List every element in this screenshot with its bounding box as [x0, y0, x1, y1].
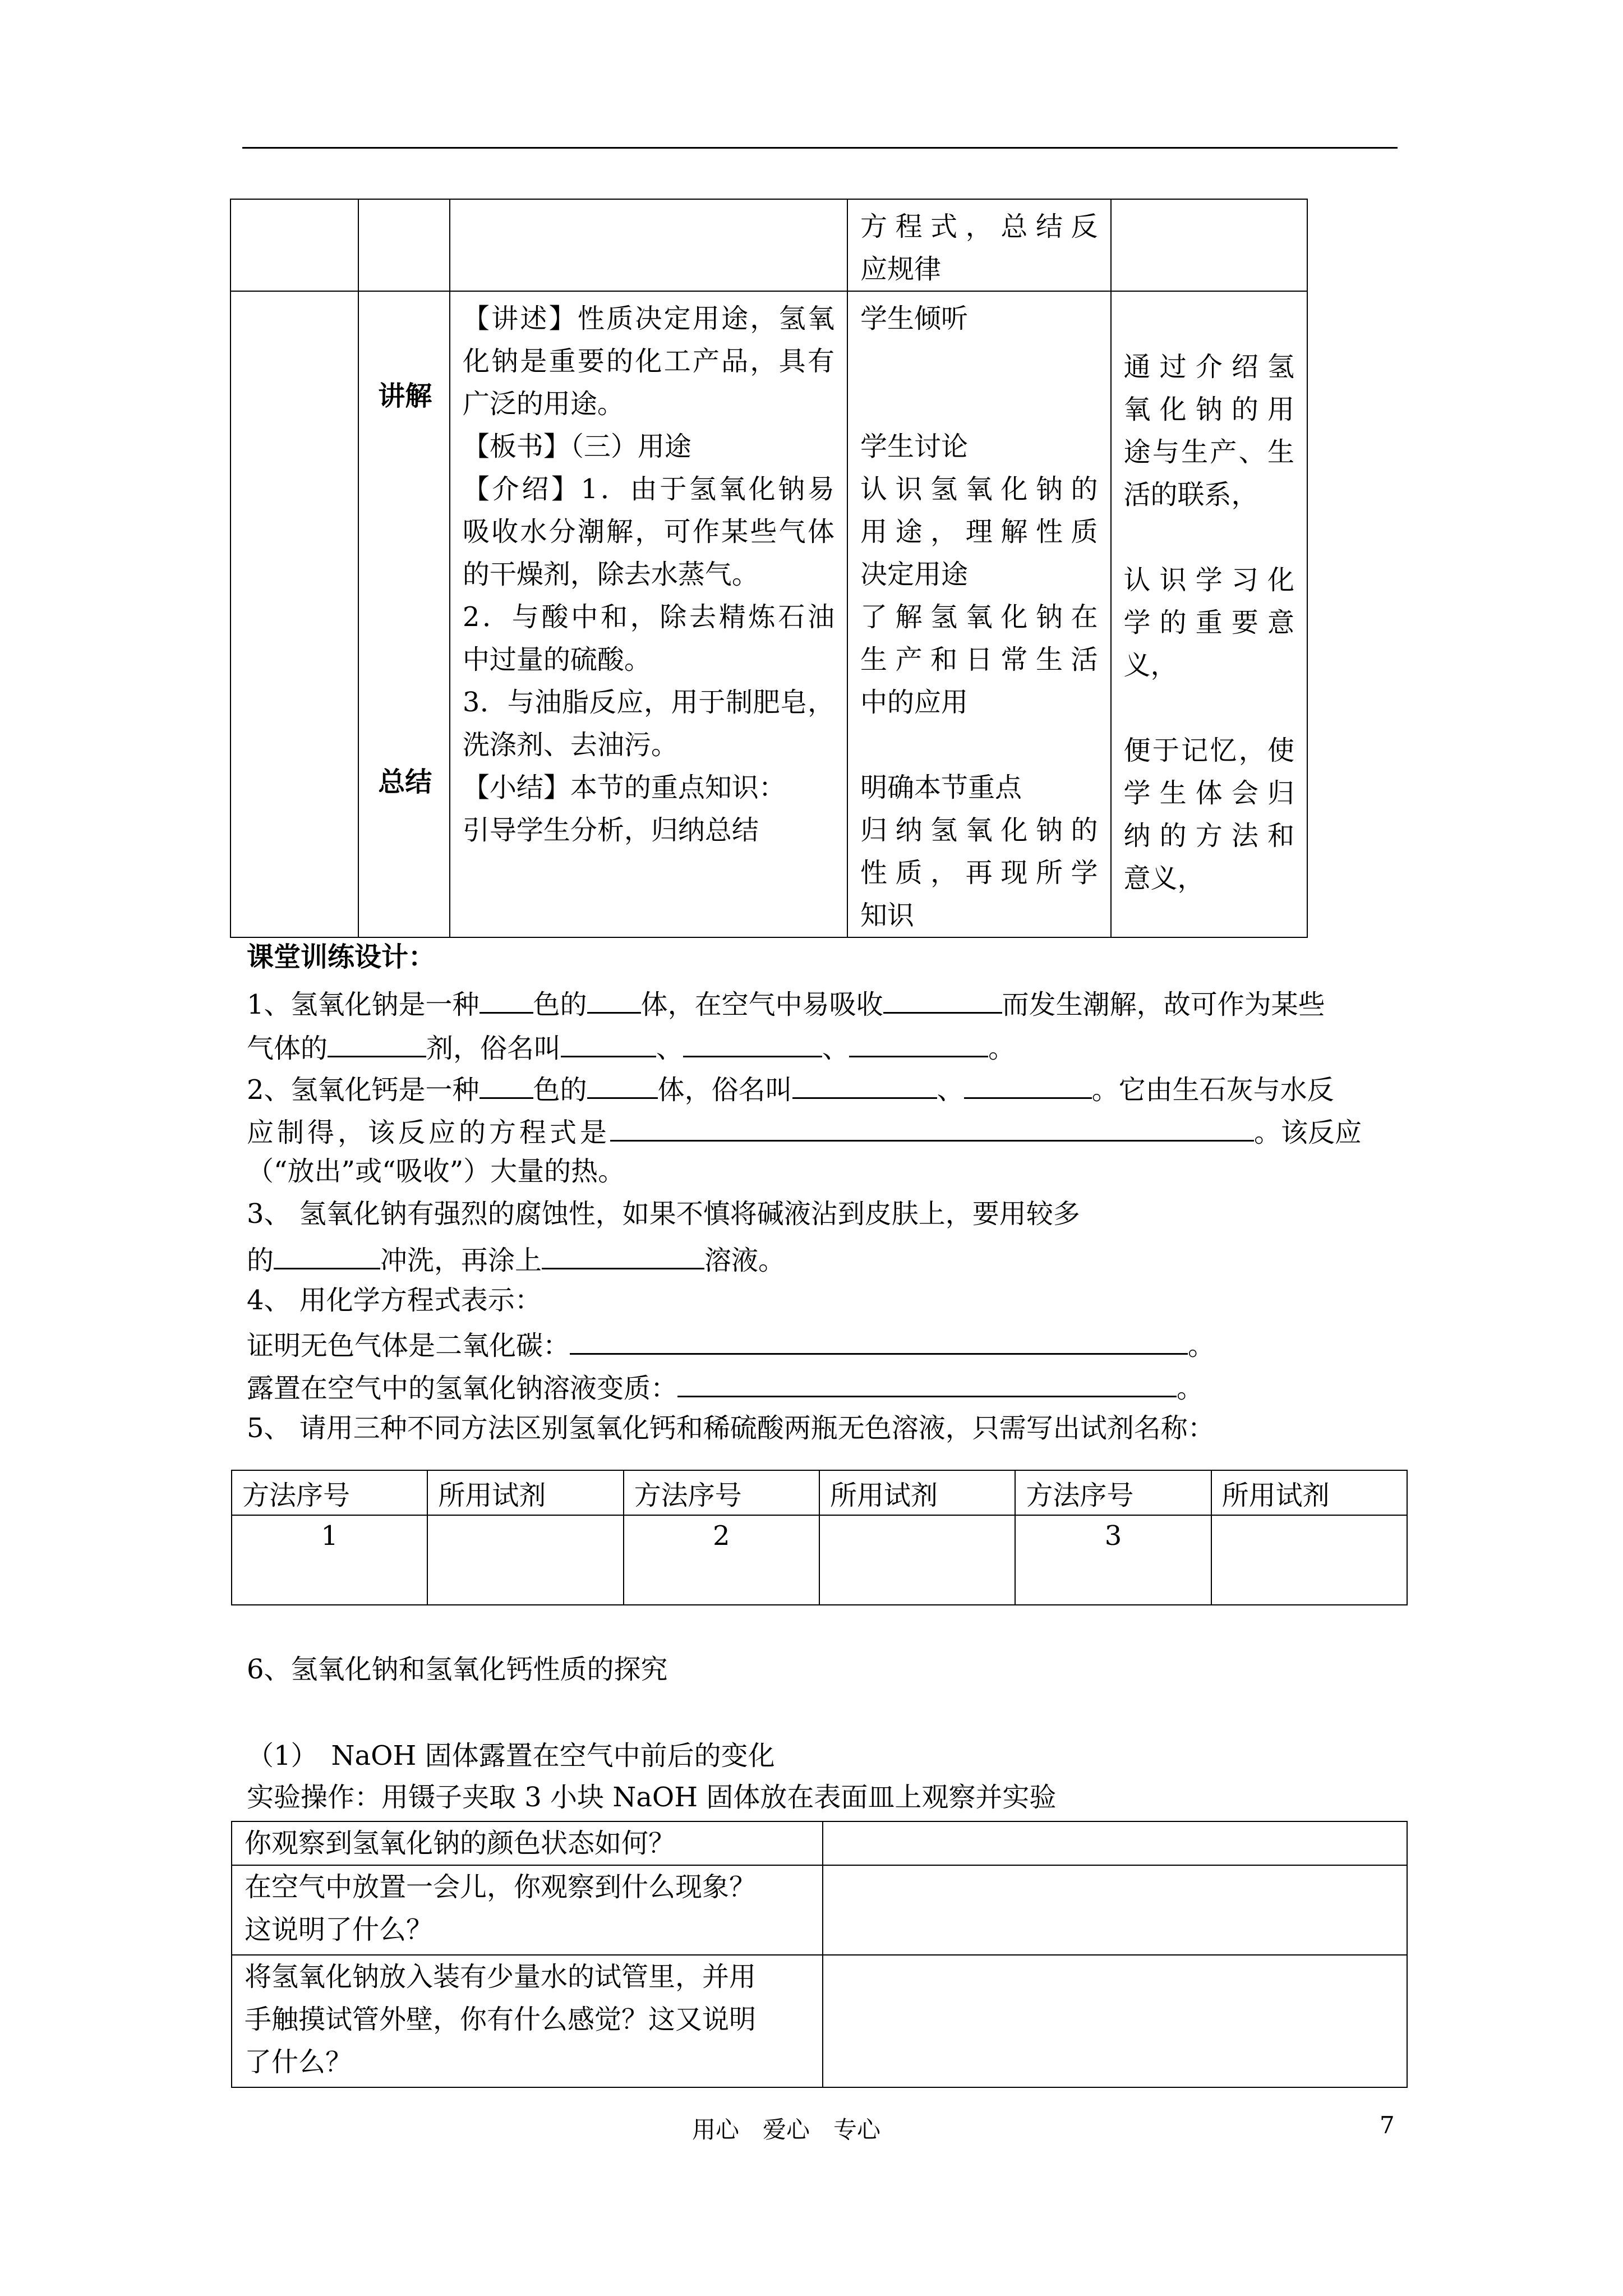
- answer-cell[interactable]: [823, 1955, 1407, 2087]
- stage-label-summary: 总结: [378, 766, 432, 798]
- answer-cell[interactable]: [823, 1821, 1407, 1865]
- blank-field[interactable]: [849, 1024, 988, 1057]
- blank-field[interactable]: [587, 981, 641, 1014]
- blank-field[interactable]: [883, 981, 1002, 1014]
- blank-field[interactable]: [610, 1108, 1254, 1142]
- teacher-activity-cell: 【讲述】性质决定用途，氢氧 化钠是重要的化工产品，具有 广泛的用途。 【板书】（三）用途 【介绍】1．由于氢氧化钠易 吸收水分潮解，可作某些气体 的干燥剂，除去水蒸气。 2．与酸中和，除去精炼石油 中过量的硫酸。 3．与油脂反应，用于制肥皂， 洗涤剂、去油污。 【小结】本节的重点知识： 引导学生分析，归纳总结: [450, 291, 847, 937]
- question-3-line-1: 3、 氢氧化钠有强烈的腐蚀性，如果不慎将碱液沾到皮肤上，要用较多: [247, 1198, 1080, 1230]
- column-header: 方法序号: [624, 1470, 819, 1515]
- column-header: 方法序号: [232, 1470, 427, 1515]
- question-6-title: 6、氢氧化钠和氢氧化钙性质的探究: [247, 1654, 668, 1685]
- question-4-line-2: 证明无色气体是二氧化碳： 。: [247, 1322, 1215, 1367]
- exploration-table: [231, 1821, 1408, 2088]
- question-6-subtitle: （1） NaOH 固体露置在空气中前后的变化: [247, 1740, 775, 1772]
- blank-field[interactable]: [542, 1236, 704, 1269]
- blank-field[interactable]: [479, 981, 533, 1014]
- method-number: 3: [1015, 1515, 1211, 1605]
- method-number: 1: [232, 1515, 427, 1605]
- blank-field[interactable]: [677, 1364, 1177, 1397]
- student-activity-cell: 学生倾听 学生讨论 认识氢氧化钠的 用途，理解性质 决定用途 了解氢氧化钠在 生产和日常生活 中的应用 明确本节重点 归纳氢氧化钠的 性质，再现所学 知识: [847, 291, 1111, 937]
- blank-field[interactable]: [587, 1066, 658, 1099]
- question-1-line-2: 气体的 剂，俗名叫 、 、 。: [247, 1024, 1015, 1070]
- question-2-line-1: 2、氢氧化钙是一种 色的 体，俗名叫 、 。它由生石灰与水反: [247, 1066, 1334, 1111]
- method-number: 2: [624, 1515, 819, 1605]
- question-4-line-3: 露置在空气中的氢氧化钠溶液变质： 。: [247, 1364, 1204, 1410]
- experiment-operation: 实验操作：用镊子夹取 3 小块 NaOH 固体放在表面皿上观察并实验: [247, 1782, 1057, 1813]
- question-2-line-2: 应制得，该反应的方程式是 。该反应: [247, 1108, 1362, 1154]
- blank-field[interactable]: [570, 1322, 1188, 1355]
- reagent-cell[interactable]: [427, 1515, 623, 1605]
- table-row: [232, 1955, 1407, 2087]
- question-3-line-2: 的 冲洗，再涂上 溶液。: [247, 1236, 785, 1282]
- question-cell: 将氢氧化钠放入装有少量水的试管里，并用 手触摸试管外壁，你有什么感觉？这又说明 了什么？: [232, 1955, 823, 2087]
- methods-table: [231, 1470, 1408, 1605]
- stage-cell: [358, 291, 450, 937]
- activity-cell: 方程式，总结反 应规律: [847, 199, 1111, 291]
- column-header: 所用试剂: [819, 1470, 1015, 1515]
- question-cell: 你观察到氢氧化钠的颜色状态如何？: [232, 1821, 823, 1865]
- column-header: 所用试剂: [1211, 1470, 1407, 1515]
- column-header: 方法序号: [1015, 1470, 1211, 1515]
- blank-field[interactable]: [479, 1066, 533, 1099]
- question-5-text: 5、 请用三种不同方法区别氢氧化钙和稀硫酸两瓶无色溶液，只需写出试剂名称：: [247, 1412, 1215, 1444]
- blank-field[interactable]: [274, 1236, 380, 1269]
- reagent-cell[interactable]: [1211, 1515, 1407, 1605]
- footer-motto: 用心 爱心 专心: [692, 2116, 881, 2143]
- blank-field[interactable]: [683, 1024, 822, 1057]
- exercises-heading: 课堂训练设计：: [247, 941, 436, 973]
- table-row: [232, 1515, 1407, 1605]
- reagent-cell[interactable]: [819, 1515, 1015, 1605]
- table-row: [230, 199, 1307, 291]
- blank-field[interactable]: [328, 1024, 426, 1057]
- lesson-plan-table: [230, 199, 1308, 938]
- answer-cell[interactable]: [823, 1865, 1407, 1955]
- blank-field[interactable]: [964, 1066, 1092, 1099]
- question-2-line-3: （“放出”或“吸收”）大量的热。: [247, 1156, 625, 1187]
- page-number: 7: [1380, 2111, 1395, 2139]
- header-rule: [242, 147, 1398, 149]
- blank-field[interactable]: [561, 1024, 656, 1057]
- table-row: [232, 1821, 1407, 1865]
- question-1-line-1: 1、氢氧化钠是一种 色的 体，在空气中易吸收 而发生潮解，故可作为某些: [247, 981, 1325, 1026]
- question-4-line-1: 4、 用化学方程式表示：: [247, 1285, 542, 1316]
- blank-field[interactable]: [792, 1066, 937, 1099]
- stage-label-explain: 讲解: [378, 380, 432, 412]
- column-header: 所用试剂: [427, 1470, 623, 1515]
- question-cell: 在空气中放置一会儿，你观察到什么现象？ 这说明了什么？: [232, 1865, 823, 1955]
- table-row: [232, 1865, 1407, 1955]
- table-row: [232, 1470, 1407, 1515]
- design-intent-cell: 通过介绍氢 氧化钠的用 途与生产、生 活的联系， 认识学习化 学的重要意 义， 便于记忆，使 学生体会归 纳的方法和 意义，: [1111, 291, 1307, 937]
- table-row: [230, 291, 1307, 937]
